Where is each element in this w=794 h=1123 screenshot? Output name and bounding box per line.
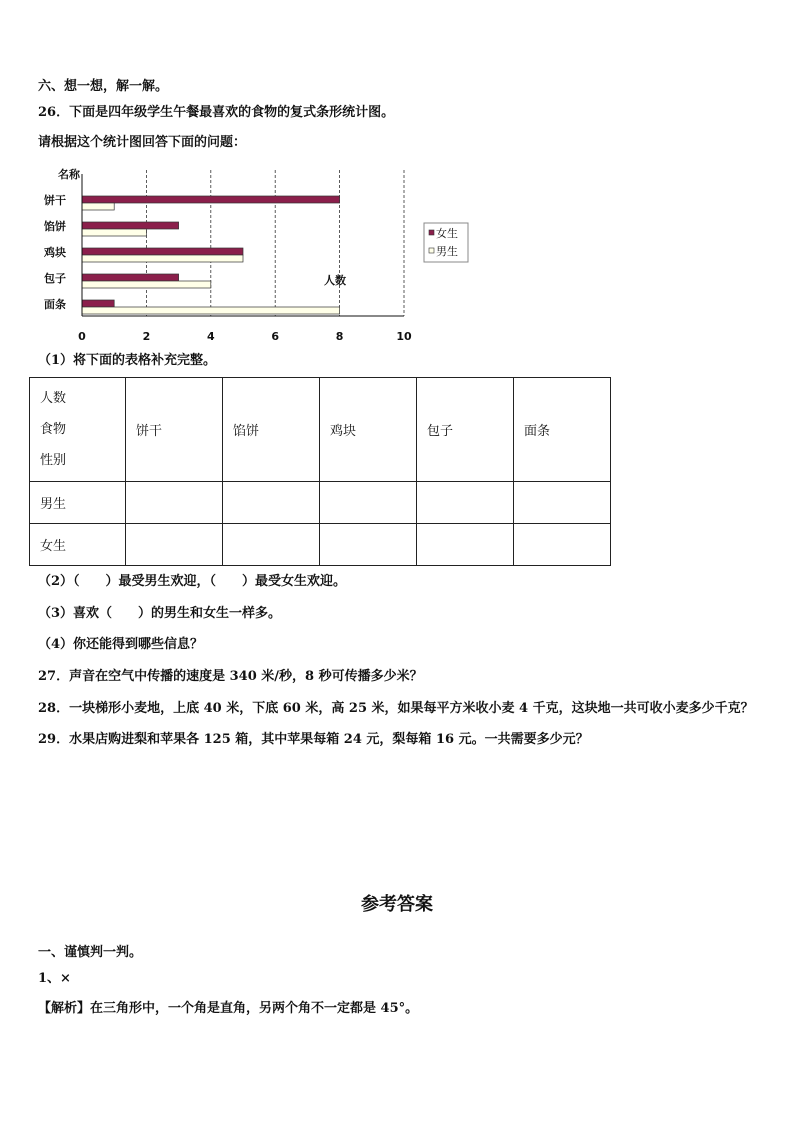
chart-grid <box>146 170 404 316</box>
x-tick-label: 2 <box>142 330 151 343</box>
table-row-label-female: 女生 <box>30 524 126 566</box>
sub-question-3: （3）喜欢（ ）的男生和女生一样多。 <box>38 606 282 621</box>
bar-male <box>82 255 243 262</box>
bar-male <box>82 281 211 288</box>
category-label: 包子 <box>44 272 66 285</box>
bar-chart <box>36 160 476 350</box>
bar-female <box>82 274 179 281</box>
x-tick-label: 0 <box>78 330 86 343</box>
bar-female <box>82 222 179 229</box>
bar-female <box>82 300 114 307</box>
chart-legend <box>424 223 468 262</box>
question-26-text: 26．下面是四年级学生午餐最喜欢的食物的复式条形统计图。 <box>38 105 395 120</box>
bar-male <box>82 203 114 210</box>
data-table <box>29 377 611 566</box>
x-tick-label: 4 <box>206 330 215 343</box>
legend-swatch-male <box>429 248 434 253</box>
x-tick-label: 10 <box>396 330 412 343</box>
legend-label-male: 男生 <box>436 245 458 258</box>
sub-question-4: （4）你还能得到哪些信息？ <box>38 637 204 652</box>
header-line-count: 人数 <box>40 391 67 406</box>
x-tick-label: 8 <box>335 330 344 343</box>
question-27: 27．声音在空气中传播的速度是 340 米/秒，8 秒可传播多少米？ <box>38 669 423 684</box>
sub-question-2: （2）（ ）最受男生欢迎，（ ）最受女生欢迎。 <box>38 574 347 589</box>
category-label: 饼干 <box>44 194 66 207</box>
question-29: 29．水果店购进梨和苹果各 125 箱，其中苹果每箱 24 元，梨每箱 16 元。一共需要多少元？ <box>38 732 589 747</box>
table-row-label-male: 男生 <box>30 482 126 524</box>
bar-male <box>82 307 340 314</box>
x-tick-label: 6 <box>271 330 280 343</box>
category-label: 馅饼 <box>44 220 66 233</box>
chart-x-axis-label: 人数 <box>324 274 346 287</box>
category-label: 鸡块 <box>44 246 66 259</box>
table-cell-blank[interactable] <box>223 482 320 524</box>
sub-question-1: （1）将下面的表格补充完整。 <box>38 353 217 368</box>
table-cell-blank[interactable] <box>417 482 514 524</box>
answer-1: 1、× <box>38 971 71 986</box>
bar-female <box>82 196 340 203</box>
question-28: 28．一块梯形小麦地，上底 40 米，下底 60 米，高 25 米，如果每平方米收小麦 4 千克，这块地一共可收小麦多少千克？ <box>38 701 754 716</box>
table-cell-blank[interactable] <box>417 524 514 566</box>
bar-female <box>82 248 243 255</box>
table-cell-blank[interactable] <box>126 524 223 566</box>
table-header-food: 包子 <box>417 378 514 482</box>
section-6-title: 六、想一想，解一解。 <box>38 79 169 94</box>
answer-section-1-title: 一、谨慎判一判。 <box>38 945 143 960</box>
answer-1-analysis: 【解析】在三角形中，一个角是直角，另两个角不一定都是 45°。 <box>38 1001 419 1016</box>
table-cell-blank[interactable] <box>514 524 611 566</box>
legend-label-female: 女生 <box>436 227 458 240</box>
question-26-instruction: 请根据这个统计图回答下面的问题： <box>38 135 247 150</box>
chart-y-axis-label: 名称 <box>58 168 80 181</box>
table-cell-blank[interactable] <box>320 482 417 524</box>
table-cell-blank[interactable] <box>223 524 320 566</box>
category-label: 面条 <box>44 298 66 311</box>
legend-swatch-female <box>429 230 434 235</box>
table-cell-blank[interactable] <box>320 524 417 566</box>
table-header-food: 馅饼 <box>223 378 320 482</box>
table-header-food: 鸡块 <box>320 378 417 482</box>
answer-title: 参考答案 <box>361 894 433 915</box>
table-header-food: 饼干 <box>126 378 223 482</box>
header-line-gender: 性别 <box>40 453 67 468</box>
header-line-food: 食物 <box>40 422 67 437</box>
table-header-food: 面条 <box>514 378 611 482</box>
table-cell-blank[interactable] <box>514 482 611 524</box>
table-cell-blank[interactable] <box>126 482 223 524</box>
table-header-corner <box>30 378 126 482</box>
bar-male <box>82 229 146 236</box>
